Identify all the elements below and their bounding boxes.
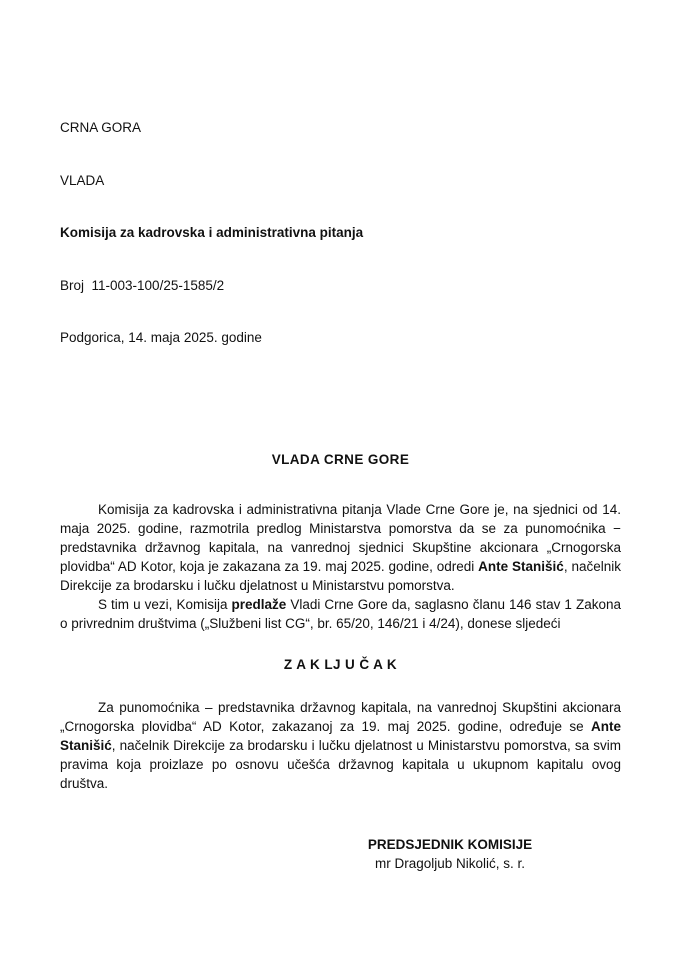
header-government: VLADA — [60, 172, 105, 188]
conclusion-heading: Z A K LJ U Č A K — [283, 656, 398, 672]
header-country: CRNA GORA — [60, 120, 142, 135]
signature-block — [300, 835, 600, 873]
header-commission: Komisija za kadrovska i administrativna pitanja — [60, 225, 364, 240]
signature-title: PREDSJEDNIK KOMISIJE — [367, 836, 533, 852]
paragraph-conclusion: Za punomoćnika – predstavnika državnog kapitala, na vanrednoj Skupštini akcionara „Crnogorska plovidba“ AD Kotor, zakazanoj za 19. maj 2025. godine, određuje se Ante Stanišić, načelnik Direkcije za brodarsku i lučku djelatnost u Ministarstvu pomorstva, sa svim pravima koja proizlaze po osnovu učešća državnog kapitala u ukupnom kapitalu ovog društva. — [60, 699, 621, 791]
paragraph-introduction: Komisija za kadrovska i administrativna pitanja Vlade Crne Gore je, na sjednici od 14. maja 2025. godine, razmotrila predlog Ministarstva pomorstva da se za punomoćnika − predstavnika državnog kapitala, na vanrednoj sjednici Skupštine akcionara „Crnogorska plovidba“ AD Kotor, koja je zakazana za 19. maj 2025. godine, odredi Ante Stanišić, načelnik Direkcije za brodarsku i lučku djelatnost u Ministarstvu pomorstva. — [60, 501, 621, 593]
document-title: VLADA CRNE GORE — [271, 451, 410, 467]
header-place-date: Podgorica, 14. maja 2025. godine — [60, 330, 262, 345]
paragraph-proposal: S tim u vezi, Komisija predlaže Vladi Crne Gore da, saglasno članu 146 stav 1 Zakona o privrednim društvima („Službeni list CG“, br. 65/20, 146/21 i 4/24), donese sljedeći — [60, 596, 621, 631]
header-document-number: Broj 11-003-100/25-1585/2 — [60, 277, 225, 293]
document-body — [60, 500, 621, 633]
signature-name: mr Dragoljub Nikolić, s. r. — [374, 855, 526, 871]
document-header — [60, 84, 621, 382]
